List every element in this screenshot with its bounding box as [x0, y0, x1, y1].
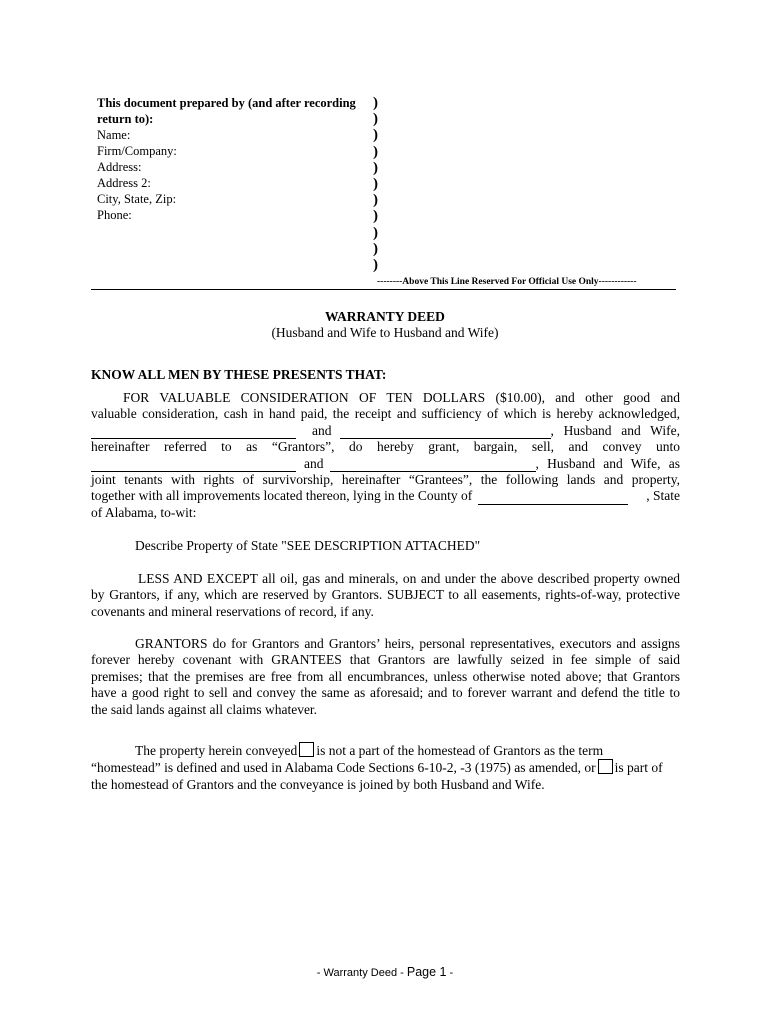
- consideration-text-6: joint tenants with rights of survivorship, hereinafter “Grantees”, the following lands and property,: [91, 472, 680, 488]
- consideration-text-8: of Alabama, to-wit:: [91, 504, 197, 520]
- paren: ): [373, 224, 378, 241]
- paren: ): [373, 127, 378, 144]
- less-except-text-2: by Grantors, if any, which are reserved by Grantors. SUBJECT to all easements, rights-of-way, protective: [91, 587, 680, 603]
- address-2-label: Address 2:: [97, 176, 151, 190]
- husband-wife-suffix: [551, 423, 681, 439]
- consideration-text-4: hereinafter referred to as “Grantors”, do hereby grant, bargain, sell, and convey unto: [91, 439, 680, 455]
- and-word: and: [312, 422, 332, 438]
- prepared-by-label: This document prepared by (and after recording: [97, 96, 356, 110]
- not-homestead-checkbox[interactable]: [299, 742, 314, 757]
- paren: ): [373, 240, 378, 257]
- paren: ): [373, 208, 378, 225]
- homestead-line-2: [91, 759, 691, 776]
- city-state-zip-label: City, State, Zip:: [97, 192, 177, 206]
- know-all-heading: KNOW ALL MEN BY THESE PRESENTS THAT:: [91, 367, 387, 382]
- county-prefix: together with all improvements located thereon, lying in the County of: [91, 488, 473, 504]
- homestead-line-1: [91, 742, 691, 759]
- grantee-wife-blank[interactable]: [330, 459, 536, 472]
- homestead-text-2a: “homestead” is defined and used in Alabama Code Sections 6-10-2, -3 (1975) as amended, or: [91, 760, 596, 776]
- official-use-divider: [91, 289, 676, 290]
- paren: ): [373, 95, 378, 111]
- homestead-text-2b: is part of: [614, 760, 663, 776]
- husband-wife-as-text: , Husband and Wife, as: [535, 455, 680, 471]
- footer-label: - Warranty Deed -: [316, 967, 404, 979]
- paren: ): [373, 111, 378, 128]
- grantee-names-line: [91, 456, 680, 472]
- less-except-text-1: LESS AND EXCEPT all oil, gas and minerals, on and under the above described property owned: [138, 571, 680, 586]
- grantor-wife-blank[interactable]: [340, 426, 551, 439]
- grantors-text-2: forever hereby covenant with GRANTEES that Grantors are lawfully seized in fee simple of said: [91, 652, 680, 668]
- paren: ): [373, 176, 378, 193]
- and-word: and: [304, 455, 324, 471]
- homestead-text-1a: The property herein conveyed: [135, 743, 298, 758]
- homestead-text-1b: is not a part of the homestead of Grantors as the term: [316, 743, 604, 758]
- document-title: WARRANTY DEED: [325, 309, 445, 324]
- firm-company-label: Firm/Company:: [97, 144, 177, 158]
- county-line: [91, 488, 680, 504]
- paren: ): [373, 192, 378, 209]
- less-except-paragraph: [91, 571, 680, 620]
- property-description: Describe Property of State "SEE DESCRIPTION ATTACHED": [135, 538, 481, 553]
- grantors-text-1: GRANTORS do for Grantors and Grantors’ heirs, personal representatives, executors and assigns: [135, 636, 680, 651]
- grantee-husband-blank[interactable]: [91, 459, 296, 472]
- paren-column: [373, 95, 378, 273]
- husband-wife-text: , Husband and Wife,: [550, 422, 680, 438]
- consideration-paragraph: [91, 390, 680, 521]
- is-homestead-checkbox[interactable]: [598, 759, 613, 774]
- consideration-text-2: valuable consideration, cash in hand paid, the receipt and sufficiency of which is hereby acknowledged,: [91, 406, 680, 422]
- footer-dash: -: [449, 967, 454, 979]
- grantor-husband-blank[interactable]: [91, 426, 296, 439]
- page-number: Page 1: [406, 965, 447, 979]
- consideration-line-1: [91, 390, 680, 406]
- paren: ): [373, 257, 378, 274]
- grantors-text-5: the said lands against all claims whatever.: [91, 701, 318, 717]
- county-blank[interactable]: [478, 492, 628, 505]
- address-label: Address:: [97, 160, 142, 174]
- grantors-text-4: have a good right to sell and convey the same as aforesaid; and to forever warrant and defend the title to: [91, 685, 680, 701]
- less-except-text-3: covenants and mineral reservations of record, if any.: [91, 603, 374, 619]
- document-subtitle: (Husband and Wife to Husband and Wife): [271, 325, 499, 340]
- consideration-text-1: FOR VALUABLE CONSIDERATION OF TEN DOLLARS ($10.00), and other good and: [123, 390, 680, 405]
- grantor-names-line: [91, 423, 680, 439]
- grantors-text-3: premises; that the premises are free from all encumbrances, unless otherwise noted above; that Grantors: [91, 668, 680, 684]
- homestead-text-3: the homestead of Grantors and the conveyance is joined by both Husband and Wife.: [91, 776, 545, 792]
- official-use-line-label: --------Above This Line Reserved For Official Use Only------------: [377, 277, 637, 287]
- phone-label: Phone:: [97, 208, 132, 222]
- paren: ): [373, 159, 378, 176]
- county-suffix: , State: [646, 488, 680, 504]
- page-footer: [0, 965, 770, 979]
- return-to-label: return to):: [97, 112, 154, 126]
- husband-wife-suffix-2: [536, 456, 681, 472]
- paren: ): [373, 143, 378, 160]
- name-label: Name:: [97, 128, 131, 142]
- grantors-paragraph: [91, 636, 680, 718]
- homestead-paragraph: [91, 742, 691, 793]
